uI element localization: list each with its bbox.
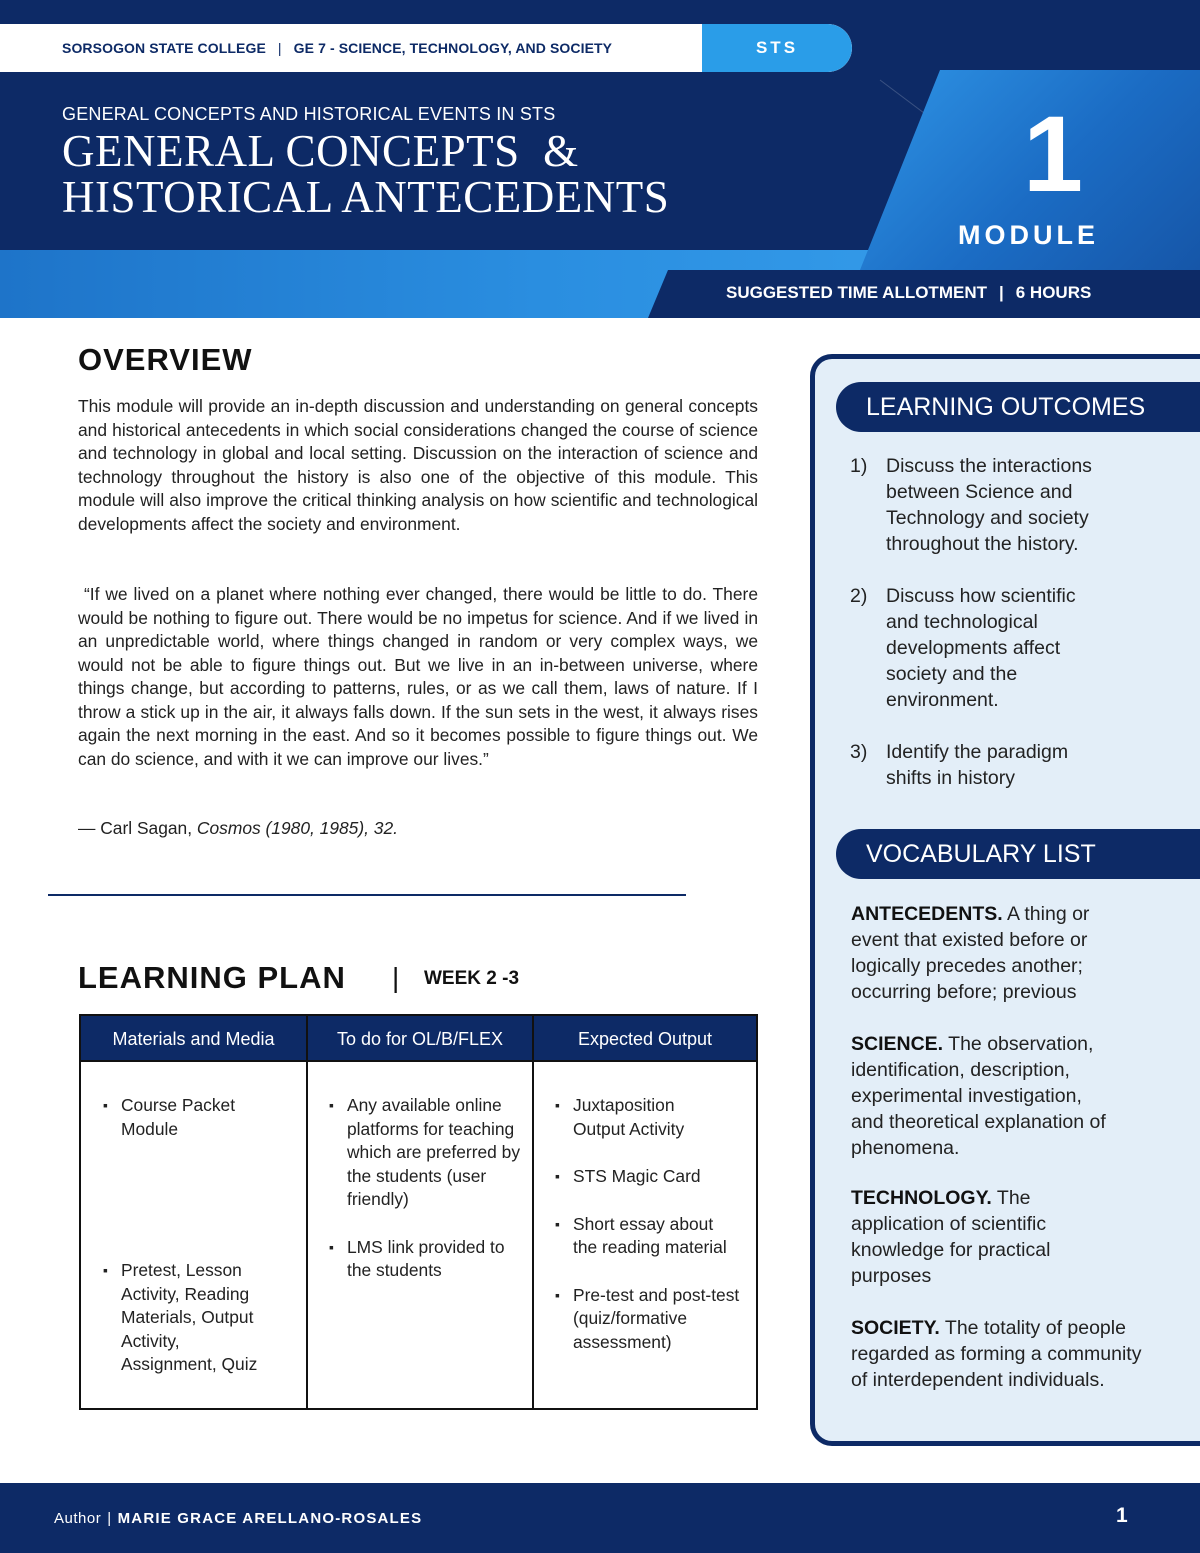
author-label: Author bbox=[54, 1510, 102, 1527]
overview-quote: “If we lived on a planet where nothing ever changed, there would be little to do. There would be nothing to figure out. There would be no impetus for science. And if we lived in an unpredictable world, where things changed in random or very complex ways, we would not be able to figure things out. But we live in an in-between universe, where things change, but according to patterns, rules, or as we call them, laws of nature. If I throw a stick up in the air, it always falls down. If the sun sets in the west, it always rises again the next morning in the east. And so it becomes possible to figure things out. We can do science, and with it we can improve our lives.” bbox=[78, 584, 763, 769]
vocab-definition: A thing or event that existed before or logically precedes another; occurring before; previous bbox=[851, 903, 1090, 1003]
output-cell bbox=[555, 1094, 755, 1354]
vocab-term: SCIENCE. bbox=[851, 1033, 944, 1055]
module-title-line-1: GENERAL CONCEPTS & bbox=[62, 126, 579, 176]
outcome-text: Discuss how scientific and technological developments affect society and the environment. bbox=[886, 585, 1076, 711]
outcome-number: 1) bbox=[850, 455, 868, 477]
course-bar bbox=[0, 24, 852, 72]
learning-plan-week: WEEK 2 -3 bbox=[424, 968, 520, 989]
module-title-line-2: HISTORICAL ANTECEDENTS bbox=[62, 172, 670, 222]
time-allotment-label: SUGGESTED TIME ALLOTMENT bbox=[726, 283, 987, 302]
list-item: ▪ Pretest, Lesson Activity, Reading Materials, Output Activity, Assignment, Quiz bbox=[103, 1259, 273, 1377]
module-subtitle: GENERAL CONCEPTS AND HISTORICAL EVENTS IN STS bbox=[62, 104, 556, 124]
section-divider bbox=[48, 894, 686, 896]
outcome-text: Discuss the interactions between Science and Technology and society throughout the history. bbox=[886, 455, 1092, 555]
quote-citation bbox=[78, 818, 398, 839]
learning-plan-separator: | bbox=[392, 962, 400, 993]
vocab-item bbox=[851, 901, 1121, 1005]
vocab-item bbox=[851, 1315, 1163, 1393]
module-title bbox=[62, 128, 669, 220]
list-item: ▪ Juxtaposition Output Activity bbox=[555, 1094, 705, 1141]
vocab-term: ANTECEDENTS. bbox=[851, 903, 1003, 925]
outcome-number: 2) bbox=[850, 585, 868, 607]
materials-cell bbox=[103, 1094, 293, 1377]
citation-author: — Carl Sagan, bbox=[78, 818, 193, 838]
vocab-term: SOCIETY. bbox=[851, 1317, 940, 1339]
learning-outcomes-heading: LEARNING OUTCOMES bbox=[836, 382, 1200, 432]
vocab-item bbox=[851, 1185, 1081, 1289]
table-column-divider bbox=[306, 1016, 308, 1408]
outcome-text: Identify the paradigm shifts in history bbox=[886, 741, 1069, 789]
overview-paragraph: This module will provide an in-depth discussion and understanding on general concepts and historical antecedents in which social considerations changed the course of science and technology in global and local setting. Discussion on the interaction of science and technology throughout the history is also one of the objective of this module. This module will also improve the critical thinking analysis on how scientific and technological developments affect the society and environment. bbox=[78, 396, 758, 534]
sts-tab: STS bbox=[702, 24, 852, 72]
vocab-definition: The totality of people regarded as forming a community of interdependent individuals. bbox=[851, 1317, 1142, 1391]
page-number: 1 bbox=[1116, 1504, 1128, 1527]
course-bar-separator: | bbox=[277, 40, 282, 56]
vocab-definition: The application of scientific knowledge for practical purposes bbox=[851, 1187, 1051, 1287]
citation-work: Cosmos (1980, 1985), 32. bbox=[196, 818, 398, 838]
time-allotment bbox=[726, 283, 1091, 303]
footer-author bbox=[54, 1510, 422, 1527]
vocab-item bbox=[851, 1031, 1117, 1161]
list-item: ▪ Pre-test and post-test (quiz/formative assessment) bbox=[555, 1284, 747, 1355]
table-column-divider bbox=[532, 1016, 534, 1408]
author-name: MARIE GRACE ARELLANO-ROSALES bbox=[117, 1510, 423, 1527]
learning-plan-table bbox=[79, 1014, 758, 1410]
course-name: GE 7 - SCIENCE, TECHNOLOGY, AND SOCIETY bbox=[293, 40, 613, 56]
overview-heading: OVERVIEW bbox=[78, 342, 253, 377]
table-header-materials: Materials and Media bbox=[112, 1029, 275, 1049]
vocab-definition: The observation, identification, description, experimental investigation, and theoretical explanation of phenomena. bbox=[851, 1033, 1106, 1159]
todo-cell bbox=[329, 1094, 529, 1283]
list-item: ▪ STS Magic Card bbox=[555, 1165, 755, 1189]
learning-plan-heading: LEARNING PLAN bbox=[78, 960, 346, 995]
vocabulary-heading: VOCABULARY LIST bbox=[836, 829, 1200, 879]
table-header-output: Expected Output bbox=[577, 1029, 713, 1049]
list-item: ▪ Course Packet Module bbox=[103, 1094, 263, 1141]
vocab-term: TECHNOLOGY. bbox=[851, 1187, 992, 1209]
module-label: MODULE bbox=[958, 220, 1099, 250]
outcome-number: 3) bbox=[850, 741, 868, 763]
list-item: ▪ Short essay about the reading material bbox=[555, 1213, 731, 1260]
course-bar-text bbox=[62, 40, 612, 56]
time-allotment-value: 6 HOURS bbox=[1015, 283, 1092, 302]
table-header-row bbox=[81, 1016, 756, 1062]
list-item: ▪ Any available online platforms for teaching which are preferred by the students (user friendly) bbox=[329, 1094, 525, 1212]
time-allotment-separator: | bbox=[998, 283, 1004, 302]
table-header-todo: To do for OL/B/FLEX bbox=[336, 1029, 504, 1049]
list-item: ▪ LMS link provided to the students bbox=[329, 1236, 513, 1283]
footer-separator: | bbox=[107, 1510, 112, 1527]
college-name: SORSOGON STATE COLLEGE bbox=[62, 40, 266, 56]
module-number: 1 bbox=[1022, 93, 1084, 214]
